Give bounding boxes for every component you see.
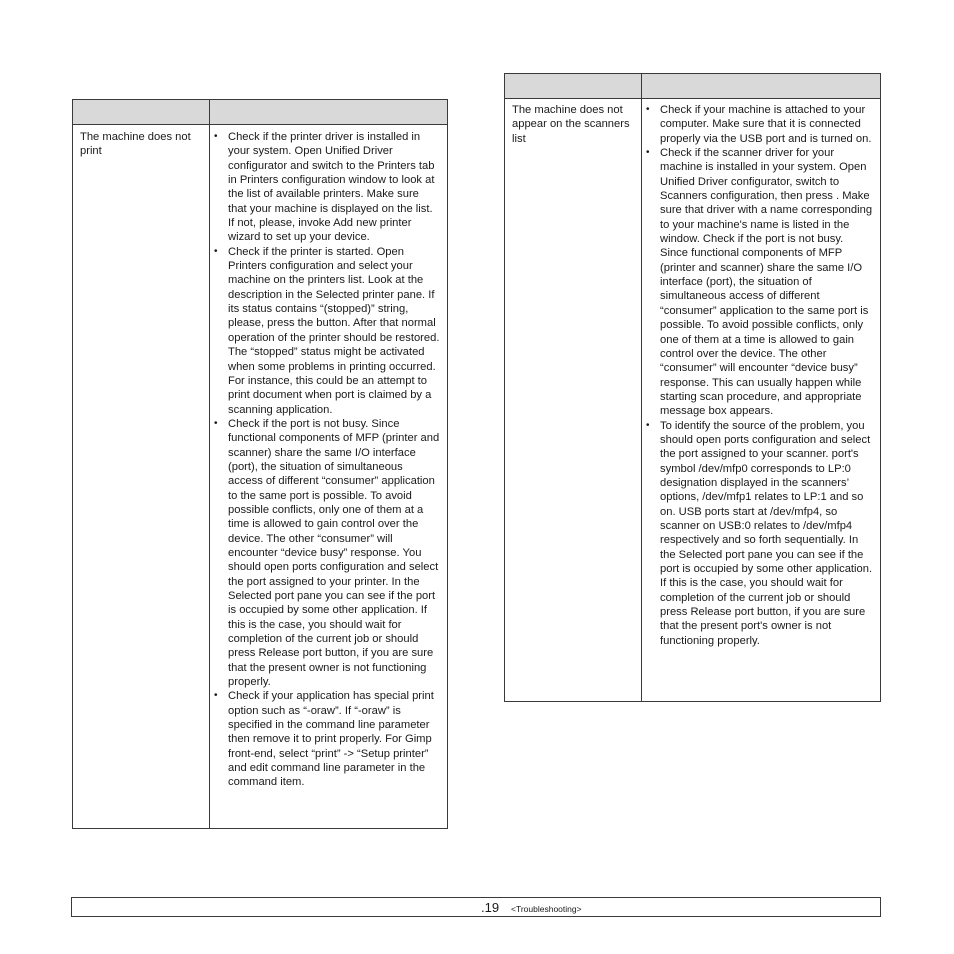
right-table-column-divider	[641, 74, 642, 701]
solution-item: • Check if the scanner driver for your machine is installed in your system. Open Unified Driver configurator, switch to Scanners configuration, then press . Make sure that driver with a name corresponding to your machine's name is listed in the window. Check if the port is not busy. Since functional components of MFP (printer and scanner) share the same I/O interface (port), the situation of simultaneous access of different “consumer” application to the same port is possible. To avoid possible conflicts, only one of them at a time is allowed to gain control over the device. The other “consumer” will encounter “device busy” response. This can usually happen while starting scan procedure, and appropriate message box appears.	[660, 146, 873, 419]
solution-item: • Check if the port is not busy. Since functional components of MFP (printer and scanner) share the same I/O interface (port), the situation of simultaneous access of different “consumer” application to the same port is possible. To avoid possible conflicts, only one of them at a time is allowed to gain control over the device. The other “consumer” will encounter “device busy” response. You should open ports configuration and select the port assigned to your printer. In the Selected port pane you can see if the port is occupied by some other application. If this is the case, you should wait for completion of the current job or should press Release port button, if you are sure that the present owner is not functioning properly.	[228, 417, 440, 690]
page-footer	[71, 897, 881, 917]
left-table-column-divider	[209, 100, 210, 828]
page-number: .19	[481, 900, 500, 915]
solution-item: • Check if your application has special print option such as “-oraw”. If “-oraw” is specified in the command line parameter then remove it to print properly. For Gimp front-end, select “print” -> “Setup printer” and edit command line parameter in the command item.	[228, 689, 440, 789]
right-table-header	[505, 74, 880, 99]
solution-item: • Check if your machine is attached to your computer. Make sure that it is connected properly via the USB port and is turned on.	[660, 103, 873, 146]
left-troubleshooting-table	[72, 99, 448, 829]
left-solution-cell	[228, 130, 440, 790]
solution-list	[228, 130, 440, 790]
right-solution-cell	[660, 103, 873, 648]
problem-text: The machine does not appear on the scanners list	[512, 104, 630, 145]
problem-text: The machine does not print	[80, 131, 191, 158]
solution-item: • Check if the printer driver is installed in your system. Open Unified Driver configurator and switch to the Printers tab in Printers configuration window to look at the list of available printers. Make sure that your machine is displayed on the list. If not, please, invoke Add new printer wizard to set up your device.	[228, 130, 440, 245]
right-troubleshooting-table	[504, 73, 881, 702]
left-table-header	[73, 100, 447, 125]
left-problem-cell	[80, 130, 204, 159]
section-name: <Troubleshooting>	[511, 904, 582, 914]
solution-list	[660, 103, 873, 648]
solution-item: • Check if the printer is started. Open Printers configuration and select your machine on the printers list. Look at the description in the Selected printer pane. If its status contains “(stopped)” string, please, press the button. After that normal operation of the printer should be restored. The “stopped” status might be activated when some problems in printing occurred. For instance, this could be an attempt to print document when port is claimed by a scanning application.	[228, 245, 440, 417]
solution-item: • To identify the source of the problem, you should open ports configuration and select the port assigned to your scanner. port's symbol /dev/mfp0 corresponds to LP:0 designation displayed in the scanners’ options, /dev/mfp1 relates to LP:1 and so on. USB ports start at /dev/mfp4, so scanner on USB:0 relates to /dev/mfp4 respectively and so forth sequentially. In the Selected port pane you can see if the port is occupied by some other application. If this is the case, you should wait for completion of the current job or should press Release port button, if you are sure that the present port's owner is not functioning properly.	[660, 419, 873, 649]
right-problem-cell	[512, 103, 636, 146]
